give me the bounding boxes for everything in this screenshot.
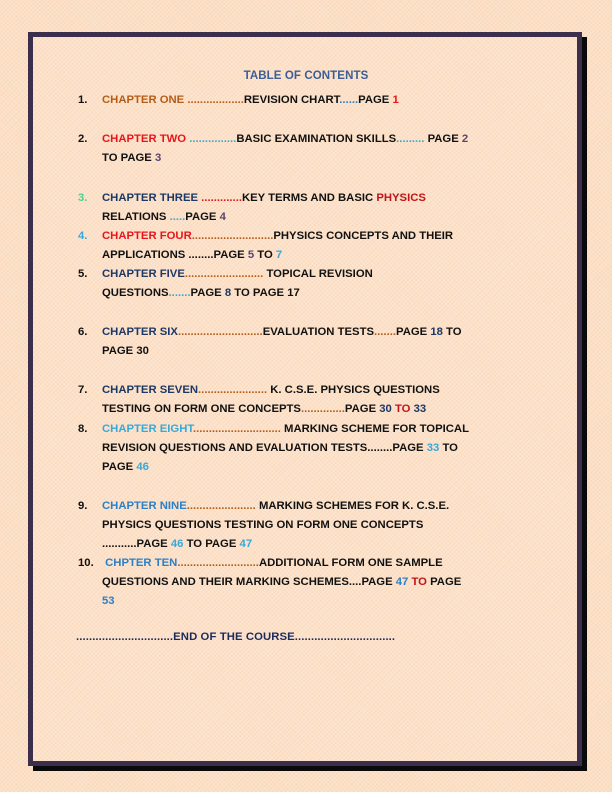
toc-entry-5 [78,265,548,303]
page-number: 1 [392,94,399,106]
toc-entry-7 [78,381,548,419]
entry-number: 1. [78,94,88,106]
leader-dots: ...... [339,94,359,106]
topic-text: EVALUATION TESTS [262,326,375,338]
topic-continuation: PHYSICS QUESTIONS TESTING ON FORM ONE CONCEPTS [102,519,424,531]
end-of-course-text: END OF THE COURSE [173,631,295,643]
leader-dots: ............................... [294,631,396,643]
page-number: 5 [247,249,255,261]
leader-dots: .............................. [76,631,174,643]
leader-dots: ............. [201,192,242,204]
page-number: 17 [287,287,300,299]
entry-number: 9. [78,500,88,512]
entry-number: 2. [78,133,88,145]
topic-text: PHYSICS CONCEPTS AND THEIR [273,230,454,242]
page-number: 8 [224,287,232,299]
topic-text: MARKING SCHEMES FOR K. C.S.E. [258,500,450,512]
chapter-label: CHPTER TEN [105,557,178,569]
leader-dots: .... [348,576,362,588]
page-number: 46 [136,461,149,473]
chapter-label: CHAPTER NINE [102,500,187,512]
leader-dots: ...................... [198,384,268,396]
leader-dots: ....... [374,326,396,338]
leader-dots: ........................... [177,326,263,338]
page-to-label: TO [442,442,458,454]
chapter-label: CHAPTER SEVEN [102,384,199,396]
page-number: 30 [379,403,392,415]
page-number: 3 [154,152,162,164]
toc-entry-8 [78,420,548,477]
leader-dots: ............................ [193,423,281,435]
page-label: PAGE [392,442,424,454]
page-number: 47 [239,538,253,550]
page-number: 7 [275,249,283,261]
chapter-label: CHAPTER EIGHT [102,423,194,435]
leader-dots: ......... [396,133,425,145]
page-number: 2 [461,133,469,145]
topic-continuation: QUESTIONS [102,287,169,299]
page-label: PAGE [358,94,390,106]
entry-number: 6. [78,326,88,338]
chapter-label: CHAPTER TWO [102,133,187,145]
topic-continuation: QUESTIONS AND THEIR MARKING SCHEMES [102,576,349,588]
page-to-label: TO [446,326,462,338]
chapter-label: CHAPTER FOUR [102,230,192,242]
entry-number: 10. [78,557,94,569]
page-number: 46 [170,538,184,550]
page-to-label: TO [394,403,411,415]
topic-text: MARKING SCHEME FOR TOPICAL [284,423,469,435]
page-label: PAGE [185,211,217,223]
page-end-label: PAGE [430,576,462,588]
page-label: PAGE [396,326,428,338]
topic-text: K. C.S.E. PHYSICS QUESTIONS [270,384,440,396]
leader-dots: .................. [187,94,244,106]
page-to-label: TO [257,249,273,261]
page-number: 53 [102,595,115,607]
topic-continuation: RELATIONS [102,211,167,223]
topic-text: KEY TERMS AND BASIC [241,192,374,204]
topic-highlight: PHYSICS [376,192,426,204]
page-number: 47 [395,576,409,588]
toc-entry-9 [78,497,548,554]
topic-text: BASIC EXAMINATION SKILLS [236,133,397,145]
topic-text: TOPICAL REVISION [266,268,373,280]
page-number: 33 [413,403,427,415]
entry-number: 4. [78,230,88,242]
toc-title: TABLE OF CONTENTS [243,70,369,82]
topic-text: ADDITIONAL FORM ONE SAMPLE [258,557,443,569]
page-label: PAGE [344,403,377,415]
leader-dots: ........ [367,442,393,454]
entry-number: 3. [78,192,88,204]
page-label: PAGE [427,133,459,145]
toc-entry-3 [78,189,548,227]
toc-entry-2 [78,130,548,168]
chapter-label: CHAPTER FIVE [102,268,185,280]
chapter-label: CHAPTER SIX [102,326,178,338]
leader-dots: ...................... [186,500,256,512]
page-to-label: TO PAGE [234,287,285,299]
topic-continuation: REVISION QUESTIONS AND EVALUATION TESTS [102,442,368,454]
page-label: PAGE [213,249,245,261]
chapter-label: CHAPTER ONE [102,94,185,106]
entry-number: 7. [78,384,88,396]
page-to-label: TO PAGE [102,152,152,164]
topic-continuation: APPLICATIONS [102,249,186,261]
leader-dots: .......................... [191,230,274,242]
leader-dots: ........... [102,538,137,550]
toc-entry-10 [78,554,548,611]
toc-entry-4 [78,227,548,265]
leader-dots: ............... [189,133,237,145]
leader-dots: .............. [300,403,345,415]
entry-number: 5. [78,268,88,280]
page-number: 33 [426,442,440,454]
topic-text: REVISION CHART [243,94,340,106]
leader-dots: ........ [188,249,214,261]
topic-continuation: TESTING ON FORM ONE CONCEPTS [102,403,301,415]
page-continuation: PAGE 30 [102,345,149,357]
page-label: PAGE [190,287,222,299]
leader-dots: ....... [168,287,191,299]
page-continuation-label: PAGE [102,461,134,473]
page-to-label: TO PAGE [186,538,237,550]
leader-dots: ......................... [184,268,264,280]
page-number: 4 [219,211,226,223]
end-of-course-line [76,631,395,643]
chapter-label: CHAPTER THREE [102,192,199,204]
toc-entry-1 [78,91,548,110]
page-label: PAGE [361,576,393,588]
leader-dots: ..... [169,211,186,223]
leader-dots: .......................... [177,557,259,569]
entry-number: 8. [78,423,88,435]
page-number: 18 [430,326,443,338]
page-to-label: TO [411,576,427,588]
page-label: PAGE [136,538,168,550]
toc-entry-6 [78,323,548,361]
